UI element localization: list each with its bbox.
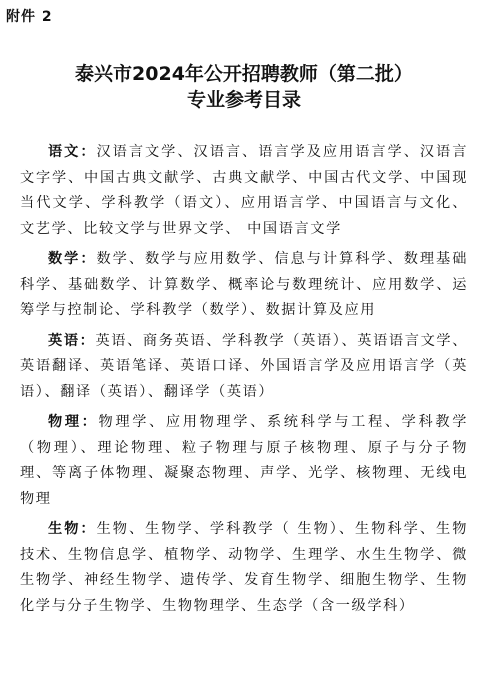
section-label-math: 数学： — [48, 251, 97, 267]
section-physics — [20, 410, 468, 512]
section-label-chinese: 语文： — [48, 144, 97, 160]
section-math — [20, 247, 468, 324]
section-biology — [20, 517, 468, 619]
document-title-line2: 专业参考目录 — [186, 89, 301, 111]
section-label-biology: 生物： — [48, 521, 97, 537]
section-content-biology: 生物、生物学、学科教学（ 生物）、生物科学、生物技术、生物信息学、植物学、动物学、生理学、水生生物学、微生物学、神经生物学、遗传学、发育生物学、细胞生物学、生物化学与分子生物学、生物物理学、生态学（含一级学科） — [20, 521, 468, 614]
section-content-physics: 物理学、应用物理学、系统科学与工程、学科教学（物理）、理论物理、粒子物理与原子核物理、原子与分子物理、等离子体物理、凝聚态物理、声学、光学、核物理、无线电物理 — [20, 414, 468, 507]
section-content-math: 数学、数学与应用数学、信息与计算科学、数理基础科学、基础数学、计算数学、概率论与数理统计、应用数学、运筹学与控制论、学科教学（数学）、数据计算及应用 — [20, 251, 468, 318]
section-content-chinese: 汉语言文学、汉语言、语言学及应用语言学、汉语言 文字学、中国古典文献学、古典文献学、中国古代文学、中国现当代文学、学科教学（语文）、应用语言学、中国语言与文化、文艺学、比较文学与世界文学、 中国语言文学 — [20, 144, 468, 237]
section-chinese — [20, 140, 468, 242]
attachment-label: 附件 2 — [6, 9, 53, 25]
document-body — [20, 140, 468, 624]
document-title-line1: 泰兴市2024年公开招聘教师（第二批） — [75, 63, 413, 85]
section-english — [20, 329, 468, 406]
section-content-english: 英语、商务英语、学科教学（英语）、英语语言文学、英语翻译、英语笔译、英语口译、外国语言学及应用语言学（英语）、翻译（英语）、翻译学（英语） — [20, 332, 468, 400]
section-label-english: 英语： — [48, 332, 96, 349]
section-label-physics: 物理： — [48, 414, 99, 430]
